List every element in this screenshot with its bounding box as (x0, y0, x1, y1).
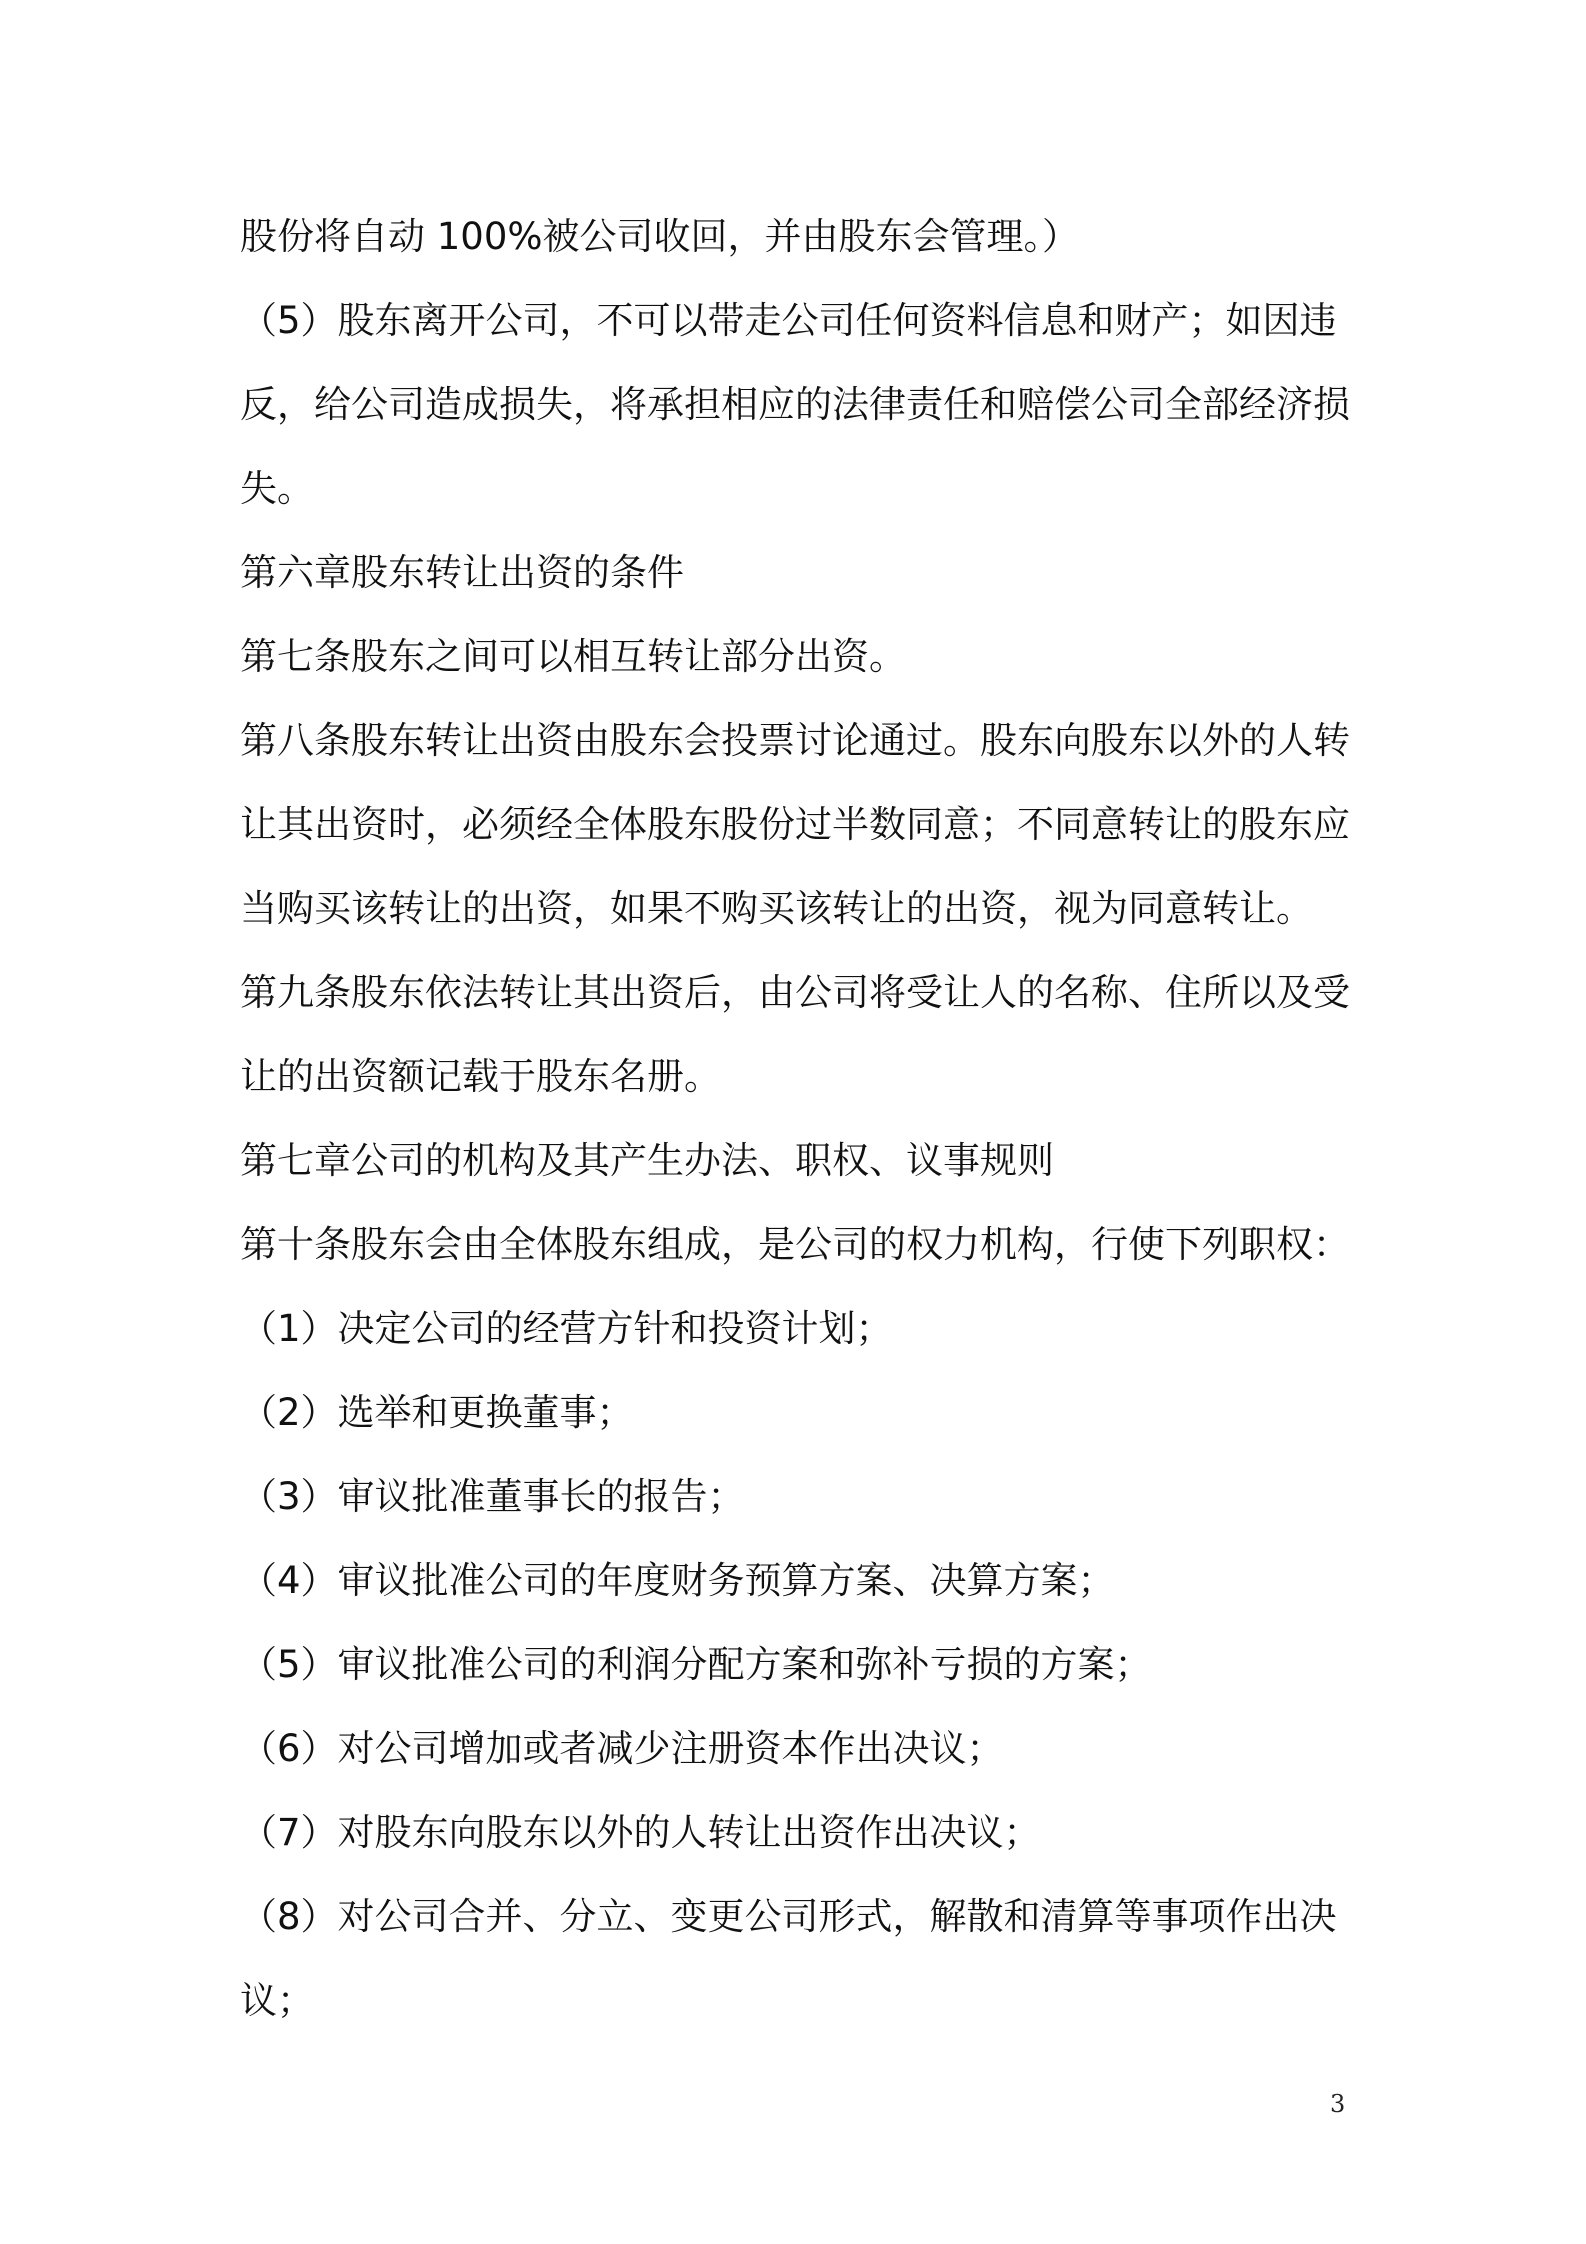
list-item: （6）对公司增加或者减少注册资本作出决议； (240, 1727, 1004, 1770)
list-item: （2）选举和更换董事； (240, 1391, 634, 1434)
text-line: 股份将自动 100%被公司收回，并由股东会管理。） (240, 215, 1080, 258)
list-item: （5）审议批准公司的利润分配方案和弥补亏损的方案； (240, 1643, 1152, 1686)
text-line: 失。 (240, 467, 314, 510)
list-item: （4）审议批准公司的年度财务预算方案、决算方案； (240, 1559, 1115, 1602)
text-line: （5）股东离开公司，不可以带走公司任何资料信息和财产；如因违 (240, 299, 1337, 342)
chapter-heading: 第七章公司的机构及其产生办法、职权、议事规则 (240, 1139, 1054, 1182)
article-line: 第八条股东转让出资由股东会投票讨论通过。股东向股东以外的人转 (240, 719, 1350, 762)
article-line: 第七条股东之间可以相互转让部分出资。 (240, 635, 906, 678)
page-number: 3 (1330, 2090, 1346, 2118)
chapter-heading: 第六章股东转让出资的条件 (240, 551, 684, 594)
list-item: （7）对股东向股东以外的人转让出资作出决议； (240, 1811, 1041, 1854)
text-line: 让的出资额记载于股东名册。 (240, 1055, 721, 1098)
text-line: 当购买该转让的出资，如果不购买该转让的出资，视为同意转让。 (240, 887, 1313, 930)
list-item: （3）审议批准董事长的报告； (240, 1475, 745, 1518)
text-line: 议； (240, 1979, 314, 2022)
text-line: 让其出资时，必须经全体股东股份过半数同意；不同意转让的股东应 (240, 803, 1350, 846)
document-body (240, 195, 1360, 2043)
article-line: 第十条股东会由全体股东组成，是公司的权力机构，行使下列职权： (240, 1223, 1350, 1266)
list-item: （1）决定公司的经营方针和投资计划； (240, 1307, 893, 1350)
article-line: 第九条股东依法转让其出资后，由公司将受让人的名称、住所以及受 (240, 971, 1350, 1014)
text-line: 反，给公司造成损失，将承担相应的法律责任和赔偿公司全部经济损 (240, 383, 1350, 426)
list-item: （8）对公司合并、分立、变更公司形式，解散和清算等事项作出决 (240, 1895, 1337, 1938)
